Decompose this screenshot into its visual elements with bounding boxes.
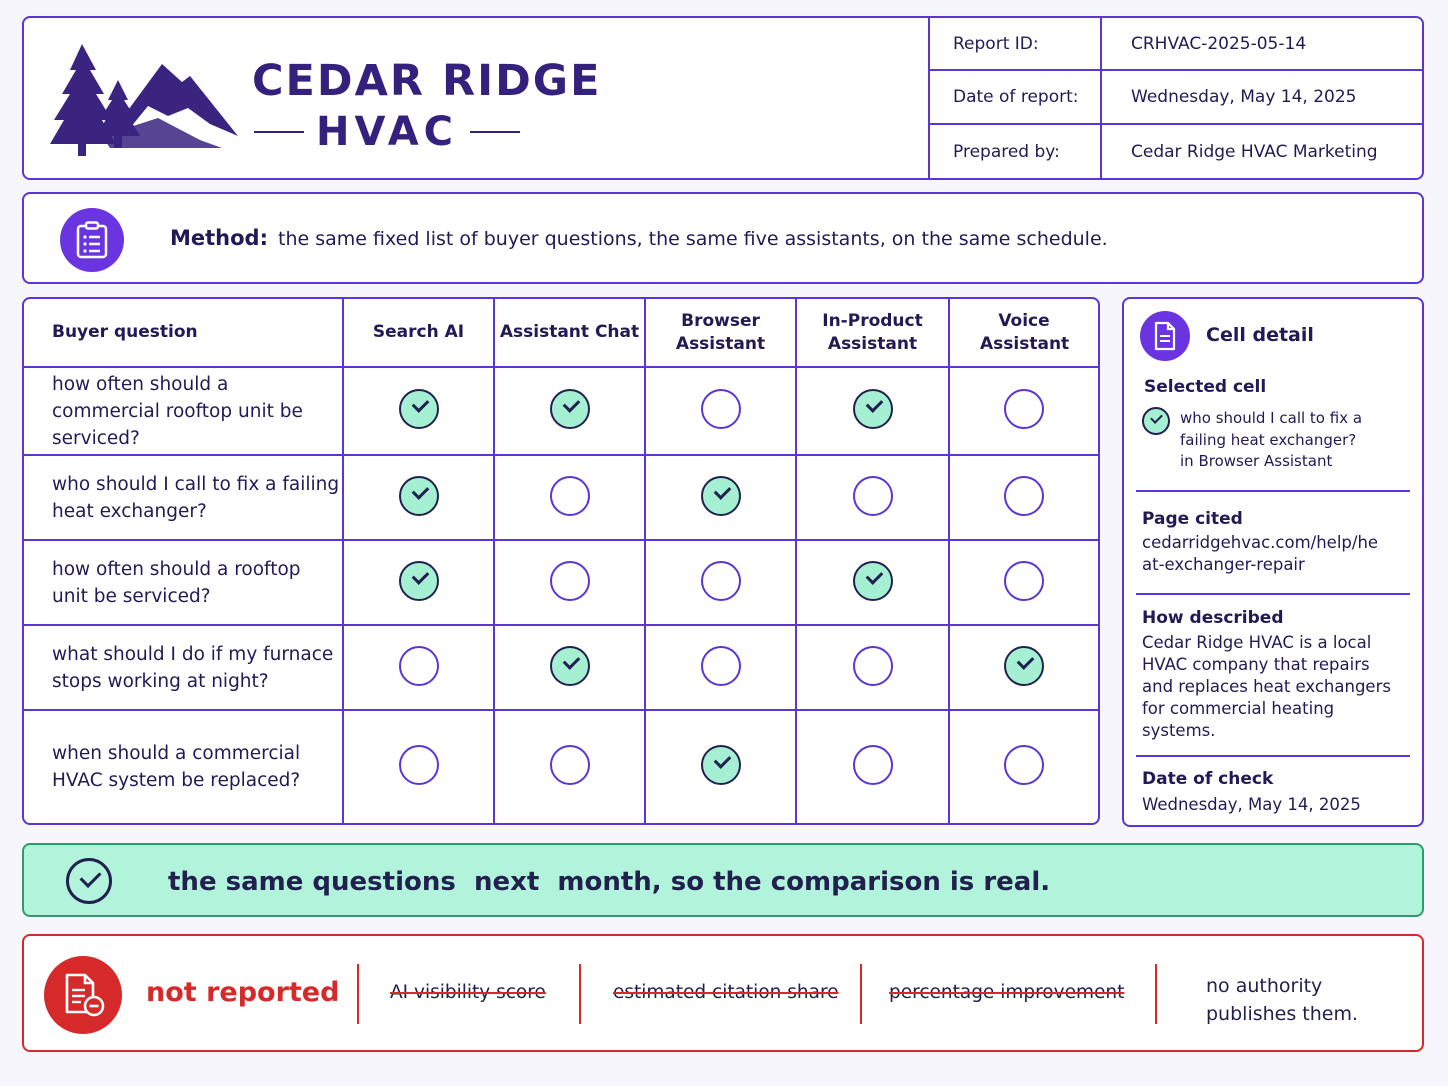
- not-cited-circle-icon[interactable]: [1004, 561, 1044, 601]
- question-cell: how often should a rooftop unit be serviced?: [24, 540, 343, 625]
- cell-detail-title: Cell detail: [1206, 324, 1314, 346]
- column-header-assistant: Search AI: [343, 299, 494, 367]
- citation-table: [24, 299, 1098, 823]
- date-of-check-value: Wednesday, May 14, 2025: [1142, 795, 1361, 814]
- divider: [579, 964, 581, 1024]
- question-cell: when should a commercial HVAC system be replaced?: [24, 710, 343, 823]
- table-header-row: [24, 299, 1098, 367]
- not-cited-circle-icon[interactable]: [550, 745, 590, 785]
- selected-cell-info: [1180, 408, 1365, 473]
- not-cited-circle-icon[interactable]: [701, 389, 741, 429]
- clipboard-icon: [60, 208, 124, 272]
- report-meta-table: [928, 18, 1424, 178]
- selected-assistant: in Browser Assistant: [1180, 452, 1333, 470]
- date-of-check-heading: Date of check: [1142, 769, 1274, 789]
- divider: [1136, 490, 1410, 492]
- selected-cell-check-icon: [1142, 407, 1170, 435]
- not-reported-note: no authority publishes them.: [1206, 975, 1359, 1025]
- method-panel: [22, 192, 1424, 284]
- not-cited-circle-icon[interactable]: [399, 745, 439, 785]
- cited-check-icon[interactable]: [853, 561, 893, 601]
- meta-row-report-id: [930, 18, 1424, 71]
- brand-name: CEDAR RIDGE: [252, 56, 602, 106]
- not-cited-circle-icon[interactable]: [853, 646, 893, 686]
- meta-row-date: [930, 71, 1424, 124]
- column-header-question: Buyer question: [24, 299, 343, 367]
- column-header-assistant: Browser Assistant: [645, 299, 796, 367]
- column-header-assistant: In-Product Assistant: [796, 299, 949, 367]
- column-header-assistant: Voice Assistant: [949, 299, 1098, 367]
- brand-rule-right: [470, 131, 520, 133]
- not-cited-circle-icon[interactable]: [1004, 389, 1044, 429]
- tree-mountain-logo: [50, 44, 240, 159]
- selected-question: who should I call to fix a failing heat exchanger?: [1180, 409, 1363, 449]
- meta-value: CRHVAC-2025-05-14: [1131, 33, 1307, 54]
- not-reported-item: AI visibility score: [390, 982, 546, 1003]
- cell-detail-panel: [1122, 297, 1424, 827]
- not-cited-circle-icon[interactable]: [853, 745, 893, 785]
- not-cited-circle-icon[interactable]: [550, 476, 590, 516]
- not-reported-item: estimated citation share: [613, 982, 839, 1003]
- cited-check-icon[interactable]: [399, 561, 439, 601]
- document-remove-icon: [44, 956, 122, 1034]
- divider: [1136, 755, 1410, 757]
- not-cited-circle-icon[interactable]: [853, 476, 893, 516]
- question-cell: how often should a commercial rooftop unit be serviced?: [24, 367, 343, 455]
- citation-matrix: [22, 297, 1100, 825]
- method-statement: [170, 226, 1108, 250]
- meta-label: Date of report:: [930, 71, 1102, 122]
- cited-check-icon[interactable]: [550, 646, 590, 686]
- consistency-banner: [22, 843, 1424, 917]
- table-row: [24, 540, 1098, 625]
- divider: [1136, 593, 1410, 595]
- banner-text: the same questions next month, so the comparison is real.: [168, 867, 1051, 897]
- divider: [357, 964, 359, 1024]
- cited-check-icon[interactable]: [701, 476, 741, 516]
- method-text: the same fixed list of buyer questions, the same five assistants, on the same schedule.: [278, 228, 1108, 250]
- brand-subtitle-text: HVAC: [315, 109, 459, 155]
- divider: [860, 964, 862, 1024]
- not-cited-circle-icon[interactable]: [701, 561, 741, 601]
- not-reported-panel: [22, 934, 1424, 1052]
- meta-value: Wednesday, May 14, 2025: [1131, 87, 1357, 108]
- page-cited-url[interactable]: cedarridgehvac.com/help/heat-exchanger-repair: [1142, 533, 1379, 574]
- cited-check-icon[interactable]: [701, 745, 741, 785]
- how-described-heading: How described: [1142, 608, 1284, 628]
- not-cited-circle-icon[interactable]: [550, 561, 590, 601]
- meta-label: Report ID:: [930, 18, 1102, 69]
- column-header-assistant: Assistant Chat: [494, 299, 645, 367]
- brand-rule-left: [254, 131, 304, 133]
- table-row: [24, 367, 1098, 455]
- question-cell: what should I do if my furnace stops working at night?: [24, 625, 343, 710]
- table-row: [24, 455, 1098, 540]
- table-row: [24, 625, 1098, 710]
- not-cited-circle-icon[interactable]: [1004, 745, 1044, 785]
- cited-check-icon[interactable]: [399, 476, 439, 516]
- meta-value: Cedar Ridge HVAC Marketing: [1131, 141, 1378, 162]
- question-cell: who should I call to fix a failing heat exchanger?: [24, 455, 343, 540]
- cited-check-icon[interactable]: [399, 389, 439, 429]
- meta-label: Prepared by:: [930, 125, 1102, 178]
- report-header: [22, 16, 1424, 180]
- document-icon: [1140, 311, 1190, 361]
- table-row: [24, 710, 1098, 823]
- cited-check-icon[interactable]: [1004, 646, 1044, 686]
- not-cited-circle-icon[interactable]: [1004, 476, 1044, 516]
- check-circle-icon: [66, 858, 112, 904]
- not-cited-circle-icon[interactable]: [399, 646, 439, 686]
- not-cited-circle-icon[interactable]: [701, 646, 741, 686]
- selected-cell-heading: Selected cell: [1144, 377, 1267, 397]
- cited-check-icon[interactable]: [853, 389, 893, 429]
- not-reported-label: not reported: [146, 977, 340, 1008]
- cited-check-icon[interactable]: [550, 389, 590, 429]
- not-reported-item: percentage improvement: [889, 982, 1125, 1003]
- brand-subtitle: [254, 109, 520, 155]
- divider: [1155, 964, 1157, 1024]
- how-described-text: Cedar Ridge HVAC is a local HVAC company that repairs and replaces heat exchangers for commercial heating systems.: [1142, 633, 1391, 740]
- meta-row-prepared-by: [930, 125, 1424, 178]
- page-cited-heading: Page cited: [1142, 509, 1243, 529]
- method-label: Method:: [170, 226, 268, 250]
